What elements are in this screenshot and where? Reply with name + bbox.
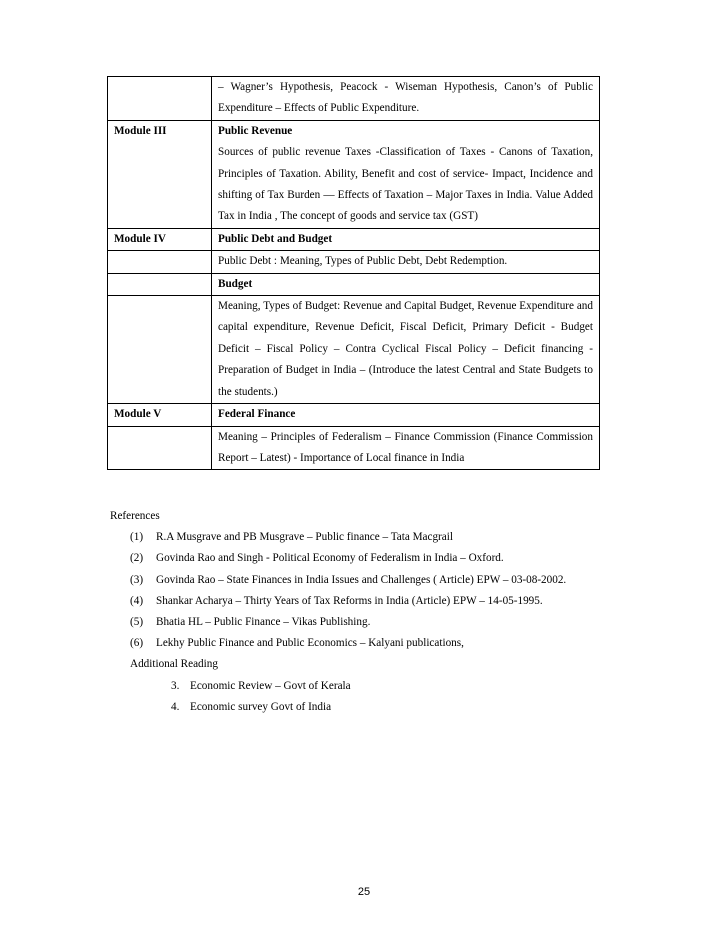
section-title: Public Revenue bbox=[218, 124, 293, 137]
content-cell bbox=[212, 404, 600, 426]
list-item bbox=[110, 697, 600, 718]
additional-reading-heading: Additional Reading bbox=[130, 658, 218, 671]
module-cell bbox=[108, 296, 212, 404]
item-text: Economic survey Govt of India bbox=[190, 700, 332, 713]
page-number: 25 bbox=[357, 886, 371, 898]
item-number: (5) bbox=[130, 616, 144, 629]
module-cell: Module IV bbox=[108, 228, 212, 250]
table-row bbox=[108, 296, 600, 404]
module-cell: Module III bbox=[108, 120, 212, 228]
item-text: Shankar Acharya – Thirty Years of Tax Reforms in India (Article) EPW – 14-05-1995. bbox=[156, 594, 543, 607]
item-number: (3) bbox=[130, 573, 144, 586]
section-title: Federal Finance bbox=[218, 408, 296, 421]
item-number: 3. bbox=[171, 679, 180, 692]
reference-list bbox=[110, 527, 600, 654]
item-number: 4. bbox=[171, 700, 180, 713]
module-cell bbox=[108, 426, 212, 470]
table-row bbox=[108, 404, 600, 426]
content-text: Meaning, Types of Budget: Revenue and Capital Budget, Revenue Expenditure and capital expenditure, Revenue Deficit, Fiscal Deficit, Primary Deficit - Budget Deficit – Fiscal Policy – Contra Cyclical Fiscal Policy – Deficit financing - Preparation of Budget in India – (Introduce the latest Central and State Budgets to the students.) bbox=[218, 300, 593, 398]
table-row bbox=[108, 251, 600, 273]
item-number: (4) bbox=[130, 594, 144, 607]
references-section bbox=[110, 506, 600, 718]
content-cell bbox=[212, 251, 600, 273]
references-heading: References bbox=[110, 510, 160, 522]
module-cell: Module V bbox=[108, 404, 212, 426]
item-number: (1) bbox=[130, 531, 144, 544]
module-cell bbox=[108, 77, 212, 121]
content-text: Public Debt : Meaning, Types of Public Debt, Debt Redemption. bbox=[218, 255, 508, 268]
additional-reading-list bbox=[110, 676, 600, 718]
section-title: Public Debt and Budget bbox=[218, 232, 333, 245]
item-text: R.A Musgrave and PB Musgrave – Public finance – Tata Macgrail bbox=[156, 531, 453, 544]
list-item bbox=[110, 612, 600, 633]
table-row bbox=[108, 273, 600, 295]
list-item bbox=[110, 676, 600, 697]
item-text: Govinda Rao and Singh - Political Economy of Federalism in India – Oxford. bbox=[156, 552, 504, 565]
item-text: Lekhy Public Finance and Public Economics – Kalyani publications, bbox=[156, 637, 464, 650]
syllabus-table bbox=[107, 76, 600, 470]
module-cell bbox=[108, 273, 212, 295]
table-row bbox=[108, 426, 600, 470]
table-row bbox=[108, 77, 600, 121]
list-item bbox=[110, 527, 600, 548]
item-text: Bhatia HL – Public Finance – Vikas Publishing. bbox=[156, 616, 371, 629]
item-text: Economic Review – Govt of Kerala bbox=[190, 679, 351, 692]
item-text: Govinda Rao – State Finances in India Issues and Challenges ( Article) EPW – 03-08-2002. bbox=[156, 573, 567, 586]
list-item bbox=[110, 591, 600, 612]
content-cell bbox=[212, 228, 600, 250]
content-cell bbox=[212, 273, 600, 295]
table-row bbox=[108, 228, 600, 250]
item-number: (6) bbox=[130, 637, 144, 650]
list-item bbox=[110, 570, 600, 591]
content-cell bbox=[212, 426, 600, 470]
item-number: (2) bbox=[130, 552, 144, 565]
module-cell bbox=[108, 251, 212, 273]
list-item bbox=[110, 633, 600, 654]
content-cell bbox=[212, 77, 600, 121]
content-text: Sources of public revenue Taxes -Classification of Taxes - Canons of Taxation, Principles of Taxation. Ability, Benefit and cost of service- Impact, Incidence and shifting of Tax Burden — Effects of Taxation – Major Taxes in India. Value Added Tax in India , The concept of goods and service tax (GST) bbox=[218, 146, 593, 223]
content-text: – Wagner’s Hypothesis, Peacock - Wiseman Hypothesis, Canon’s of Public Expenditure – Effects of Public Expenditure. bbox=[218, 81, 593, 115]
table-row bbox=[108, 120, 600, 228]
content-cell bbox=[212, 296, 600, 404]
content-cell bbox=[212, 120, 600, 228]
section-title: Budget bbox=[218, 277, 253, 290]
list-item bbox=[110, 548, 600, 569]
content-text: Meaning – Principles of Federalism – Finance Commission (Finance Commission Report – Latest) - Importance of Local finance in India bbox=[218, 430, 593, 464]
